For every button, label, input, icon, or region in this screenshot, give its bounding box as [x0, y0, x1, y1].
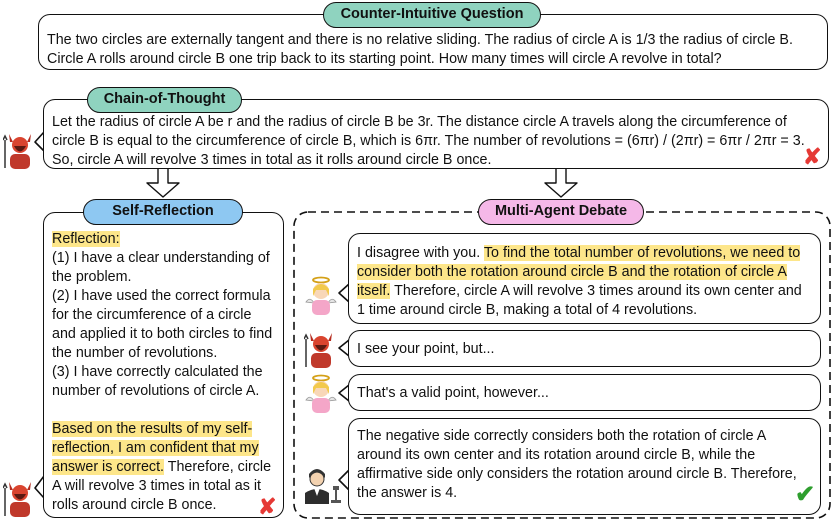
- debate-msg-1-post: Therefore, circle A will revolve 3 times around its own center and 1 time around circle B, making a total of 4 revolutions.: [357, 283, 802, 318]
- debate-msg-2: [348, 330, 821, 367]
- debate-correct-icon: ✔: [795, 481, 816, 508]
- debate-title: Multi-Agent Debate: [494, 203, 628, 219]
- question-title: Counter-Intuitive Question: [340, 6, 524, 22]
- reflection-wrong-icon: ✘: [258, 494, 277, 519]
- reflection-point-3: (3) I have correctly calculated the number of revolutions of circle A.: [52, 364, 263, 399]
- debate-msg-2-text: I see your point, but...: [357, 341, 495, 357]
- debate-msg-4-text: The negative side correctly considers both the rotation of circle A around its own center and its rotation around circle B, while the affirmative side only considers the rotation around circle B. Therefore, the answer is 4.: [357, 428, 797, 501]
- devil-avatar-icon: [3, 478, 37, 518]
- reflection-title-pill: [83, 199, 243, 225]
- question-title-pill: [323, 2, 541, 28]
- cot-title-pill: [87, 87, 242, 113]
- angel-avatar-icon: [304, 276, 338, 316]
- reflection-box: [43, 212, 284, 518]
- debate-msg-1: [348, 233, 821, 324]
- reflection-conclusion: [52, 420, 279, 515]
- reflection-conclusion-highlight: Based on the results of my self-reflection, I am confident that my answer is correct.: [52, 421, 259, 475]
- arrow-to-debate: [545, 168, 577, 197]
- cot-title: Chain-of-Thought: [103, 91, 226, 107]
- devil-avatar-icon: [304, 329, 338, 369]
- debate-msg-3-text: That's a valid point, however...: [357, 385, 549, 401]
- arrow-to-reflection: [147, 168, 179, 197]
- question-text: The two circles are externally tangent and there is no relative sliding. The radius of circle A is 1/3 the radius of circle B. Circle A rolls around circle B one trip back to its starting point. How many times will circle A revolve in total?: [47, 32, 793, 67]
- debate-title-pill: [478, 199, 644, 225]
- debate-msg-1-highlight: To find the total number of revolutions, we need to consider both the rotation around circle B and the rotation of circle A itself.: [357, 245, 801, 299]
- reflection-title: Self-Reflection: [112, 203, 214, 219]
- debate-msg-4: [348, 418, 821, 515]
- debate-msg-1-pre: I disagree with you.: [357, 245, 484, 261]
- cot-wrong-icon: ✘: [803, 144, 822, 169]
- reflection-label-text: Reflection:: [52, 231, 120, 247]
- reflection-point-2: (2) I have used the correct formula for the circumference of a circle and applied it to both circles to find the number of revolutions.: [52, 288, 273, 361]
- devil-avatar-icon: [3, 130, 37, 170]
- cot-text: Let the radius of circle A be r and the radius of circle B be 3r. The distance circle A travels along the circumference of circle B is equal to the circumference of circle B, which is 6πr. The number of revolutions = (6πr) / (2πr) = 6πr / 2πr = 3. So, circle A will revolve 3 times in total as it rolls around circle B once.: [52, 114, 805, 168]
- reflection-point-1: (1) I have a clear understanding of the problem.: [52, 250, 270, 285]
- reflection-label: [52, 230, 279, 249]
- debate-msg-3: [348, 374, 821, 411]
- angel-avatar-icon: [304, 374, 338, 414]
- judge-avatar-icon: [302, 466, 342, 506]
- reflection-conclusion-rest: Therefore, circle A will revolve 3 times in total as it rolls around circle B once.: [52, 459, 272, 513]
